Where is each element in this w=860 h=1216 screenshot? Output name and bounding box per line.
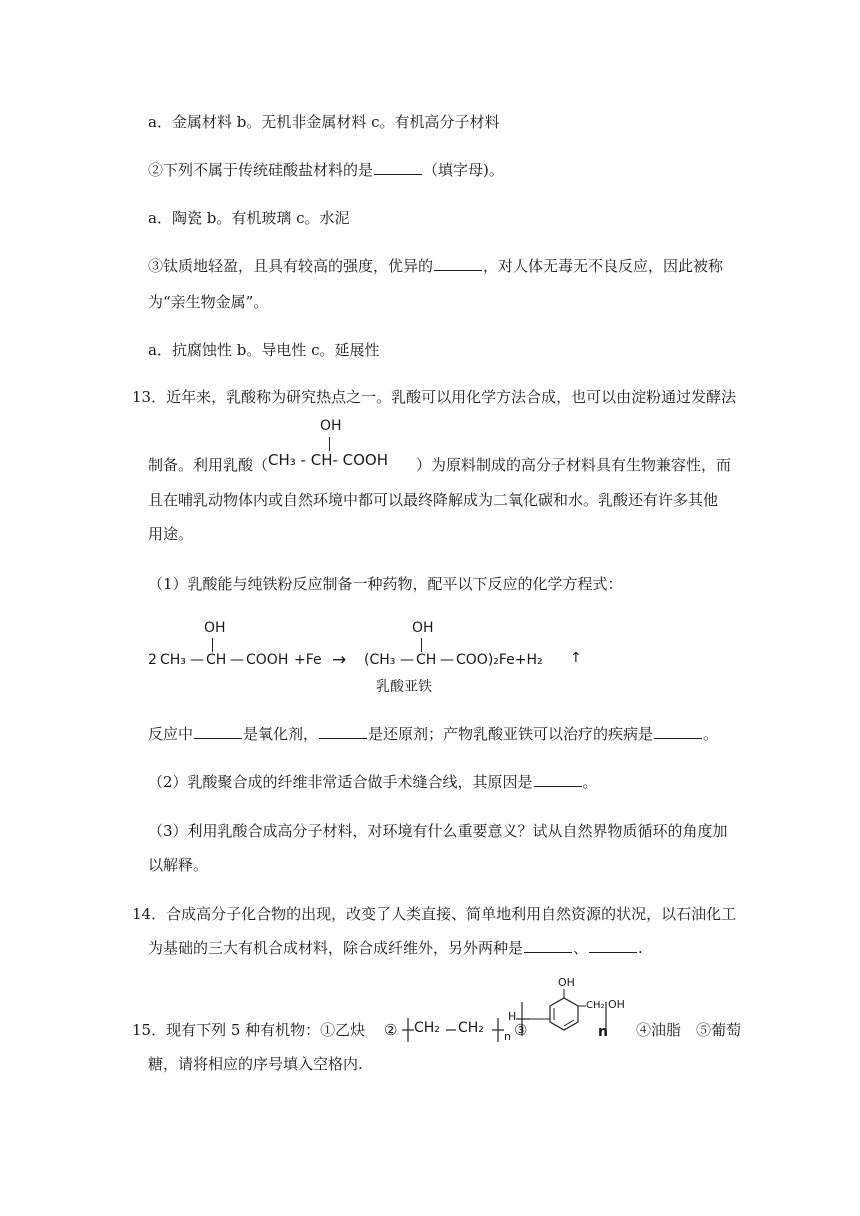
question-text: 是氧化剂， [243, 725, 319, 743]
question-silicate [148, 160, 504, 180]
repeat-n: n [504, 1030, 511, 1043]
item-3-label: ③ [514, 1021, 528, 1039]
bond-dash: — [400, 652, 414, 668]
iron-reactant: +Fe [294, 652, 322, 668]
question-text: ②下列不属于传统硅酸盐材料的是 [148, 161, 374, 179]
ch2-group: CH₂ [586, 1000, 605, 1011]
methyl-group: CH₃ [160, 652, 186, 668]
question-13-part3: （3）利用乳酸合成高分子材料，对环境有什么重要意义？试从自然界物质循环的角度加 [148, 822, 728, 840]
ch-group: CH [416, 652, 437, 668]
gas-up-arrow: ↑ [570, 650, 582, 666]
hydroxyl-label: OH [204, 620, 226, 636]
question-15-text: 15．现有下列 5 种有机物：①乙炔 [132, 1021, 366, 1039]
bond-dash: — [440, 652, 454, 668]
hydroxyl-label: OH [558, 976, 575, 989]
bond-line [329, 437, 330, 451]
reaction-equation [148, 620, 708, 695]
product-name: 乳酸亚铁 [376, 679, 432, 695]
polyethylene-formula [402, 1010, 517, 1048]
ch2-group: CH₂ [414, 1020, 440, 1036]
bond-dash: — [190, 652, 204, 668]
question-13-answers [148, 724, 718, 744]
answer-blank[interactable] [319, 724, 367, 739]
question-13-line3: 且在哺乳动物体内或自然环境中都可以最终降解成为二氧化碳和水。乳酸还有许多其他 [148, 491, 719, 509]
question-text: ，对人体无毒无不良反应，因此被称 [483, 257, 724, 275]
question-text: 。 [703, 725, 719, 743]
question-text: 反应中 [148, 725, 194, 743]
question-15-line2: 糖，请将相应的序号填入空格内. [148, 1055, 363, 1073]
answer-blank[interactable] [534, 772, 582, 787]
ch-group: CH [206, 652, 227, 668]
phenolic-resin-formula [508, 976, 625, 1046]
question-13-part3-cont: 以解释。 [148, 856, 209, 874]
lactic-chain: CH₃ - CH- COOH [268, 451, 389, 469]
bond-line [212, 638, 213, 652]
answer-blank[interactable] [524, 938, 572, 953]
question-13-line2-cont: ）为原料制成的高分子材料具有生物兼容性，而 [416, 456, 732, 474]
answer-blank[interactable] [654, 724, 702, 739]
question-titanium [148, 256, 723, 276]
option-line-silicate: a．陶瓷 b。有机玻璃 c。水泥 [148, 209, 350, 227]
question-text: . [638, 939, 643, 957]
item-4-label: ④油脂 [636, 1021, 682, 1039]
question-13-line4: 用途。 [148, 525, 194, 543]
option-line-materials: a．金属材料 b。无机非金属材料 c。有机高分子材料 [148, 113, 500, 131]
carboxyl-group: COOH [246, 652, 289, 668]
ch2-group: CH₂ [458, 1020, 484, 1036]
repeat-n: n [598, 1024, 608, 1040]
question-14-text: 14．合成高分子化合物的出现，改变了人类直接、简单地利用自然资源的状况，以石油化工 [132, 905, 737, 923]
hydroxyl-end: OH [608, 998, 625, 1011]
question-text: 制备。利用乳酸（ [148, 456, 269, 474]
item-2-label: ② [384, 1021, 398, 1039]
product-open: (CH₃ [364, 652, 396, 668]
question-text: （填字母)。 [423, 161, 504, 179]
question-text: 是还原剂；产物乳酸亚铁可以治疗的疾病是 [368, 725, 654, 743]
question-text: （2）乳酸聚合成的纤维非常适合做手术缝合线，其原因是 [148, 773, 533, 791]
item-5-label: ⑤葡萄 [696, 1021, 742, 1039]
question-14-line2 [148, 938, 643, 958]
question-13-part1: （1）乳酸能与纯铁粉反应制备一种药物，配平以下反应的化学方程式： [148, 575, 623, 593]
lactic-acid-formula [268, 418, 418, 478]
coefficient: 2 [148, 652, 157, 668]
reaction-arrow: → [332, 650, 347, 670]
product-rest: COO)₂Fe+H₂ [456, 652, 543, 668]
answer-blank[interactable] [434, 256, 482, 271]
hydroxyl-label: OH [412, 620, 434, 636]
option-line-titanium: a．抗腐蚀性 b。导电性 c。延展性 [148, 341, 380, 359]
answer-blank[interactable] [589, 938, 637, 953]
answer-blank[interactable] [374, 160, 422, 175]
question-text: 、 [573, 939, 589, 957]
question-text: 为基础的三大有机合成材料，除合成纤维外，另外两种是 [148, 939, 524, 957]
hydroxyl-label: OH [320, 418, 342, 434]
answer-blank[interactable] [194, 724, 242, 739]
question-13-text: 13．近年来，乳酸称为研究热点之一。乳酸可以用化学方法合成，也可以由淀粉通过发酵法 [132, 388, 737, 406]
bond-line [421, 638, 422, 652]
hydrogen-end: H [508, 1010, 517, 1023]
question-text: 。 [582, 773, 598, 791]
question-13-part2 [148, 772, 598, 792]
question-13-line2 [148, 455, 268, 475]
question-text: ③钛质地轻盈，且具有较高的强度，优异的 [148, 257, 434, 275]
question-titanium-cont: 为“亲生物金属”。 [148, 293, 269, 311]
bond-dash: — [230, 652, 244, 668]
